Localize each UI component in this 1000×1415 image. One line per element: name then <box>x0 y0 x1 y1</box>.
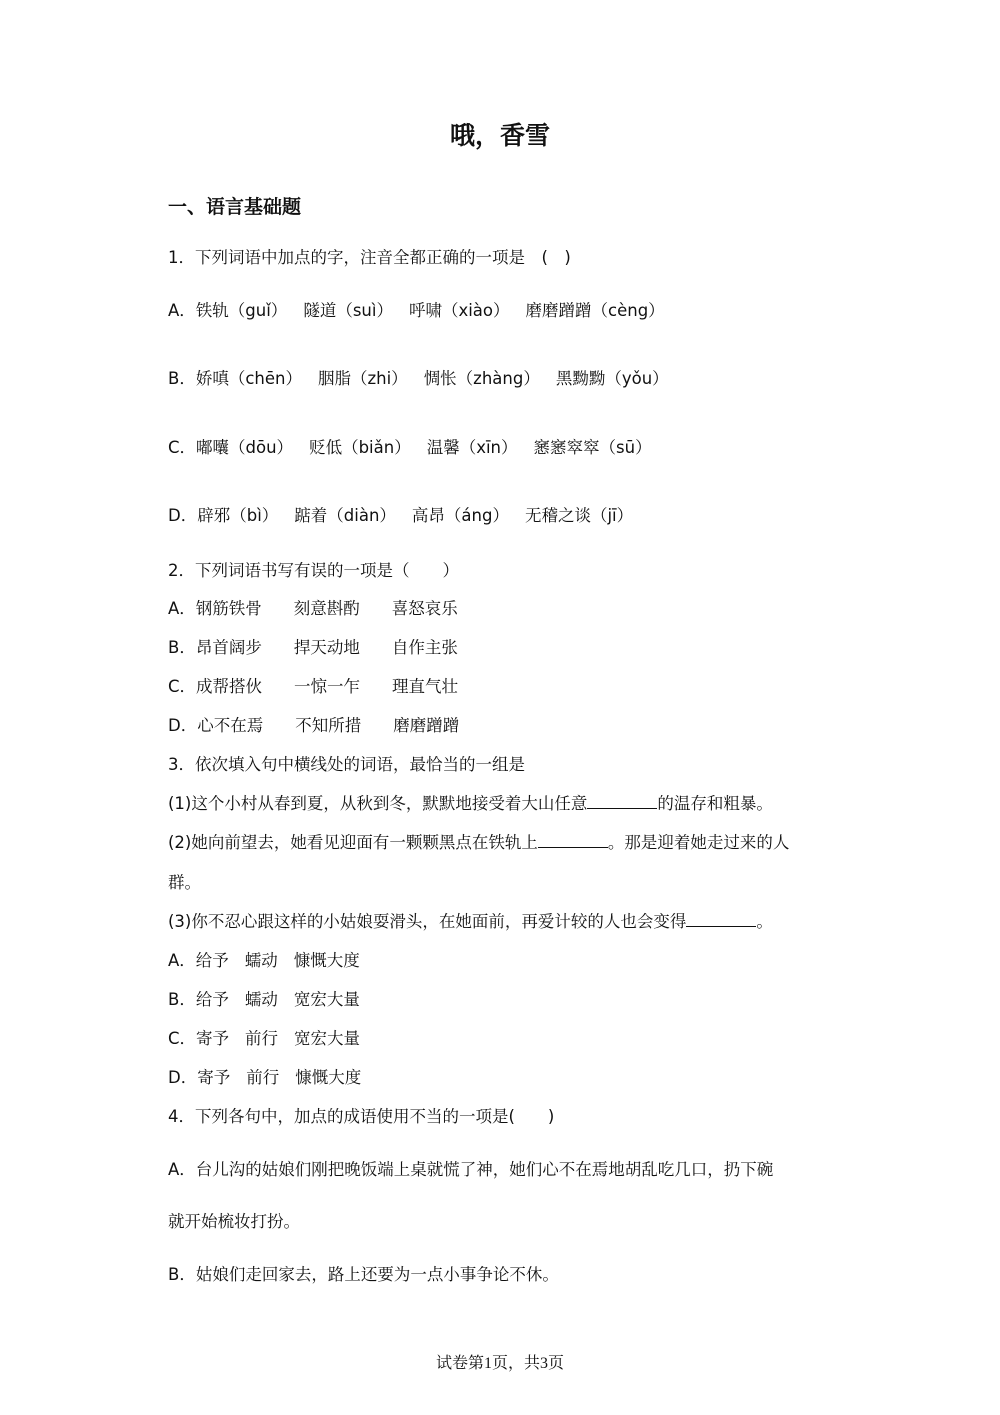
q3-sentence-3 <box>168 910 773 934</box>
q3-sentence-2 <box>168 831 789 855</box>
option-item: 慷慨大度 <box>293 951 360 970</box>
option-item: 慷慨大度 <box>295 1068 362 1087</box>
q2-option-b <box>168 636 458 660</box>
option-item: 钢筋铁骨 <box>195 599 262 618</box>
sentence-text: 。那是迎着她走过来的人 <box>607 833 790 852</box>
q4-option-a-line-1: A．台儿沟的姑娘们刚把晚饭端上桌就慌了神，她们心不在焉地胡乱吃几口，扔下碗 <box>168 1160 774 1179</box>
option-item: 隧道（suì） <box>303 301 393 320</box>
option-item: 窸窸窣窣（sū） <box>533 438 652 457</box>
option-item: 呼啸（xiào） <box>408 301 510 320</box>
fill-blank <box>587 792 657 809</box>
option-item: 辟邪（bì） <box>197 506 279 525</box>
q3-sentence-2-cont: 群。 <box>168 873 201 892</box>
option-item: 前行 <box>245 1029 279 1048</box>
option-item: 磨磨蹭蹭 <box>393 716 460 735</box>
option-item: 蠕动 <box>244 990 278 1009</box>
option-item: 捍天动地 <box>293 638 360 657</box>
option-label: A． <box>168 301 196 320</box>
sentence-text: (3)你不忍心跟这样的小姑娘耍滑头，在她面前，再爱计较的人也会变得 <box>168 912 687 931</box>
option-label: B． <box>168 638 196 657</box>
q3-sentence-1 <box>168 792 773 816</box>
q2-option-c <box>168 675 458 699</box>
option-item: 温馨（xīn） <box>426 438 518 457</box>
option-item: 铁轨（guǐ） <box>195 301 288 320</box>
option-label: D． <box>168 1068 198 1087</box>
option-item: 高昂（áng） <box>411 506 509 525</box>
q1-option-d <box>168 504 633 528</box>
option-item: 黑黝黝（yǒu） <box>555 369 669 388</box>
option-item: 无稽之谈（jī） <box>524 506 634 525</box>
option-item: 娇嗔（chēn） <box>195 369 302 388</box>
option-item: 寄予 <box>197 1068 231 1087</box>
q2-option-d <box>168 714 459 738</box>
option-label: C． <box>168 438 197 457</box>
q4-option-a-line-2: 就开始梳妆打扮。 <box>168 1212 300 1231</box>
option-item: 磨磨蹭蹭（cèng） <box>525 301 665 320</box>
option-label: C． <box>168 1029 197 1048</box>
option-item: 踮着（diàn） <box>294 506 396 525</box>
option-item: 给予 <box>195 951 229 970</box>
option-label: B． <box>168 369 196 388</box>
q3-option-b <box>168 988 360 1012</box>
option-item: 成帮搭伙 <box>196 677 263 696</box>
option-item: 寄予 <box>196 1029 230 1048</box>
q4-option-b: B．姑娘们走回家去，路上还要为一点小事争论不休。 <box>168 1265 559 1284</box>
q1-option-b <box>168 367 669 391</box>
option-item: 一惊一乍 <box>294 677 361 696</box>
q1-option-a <box>168 299 665 323</box>
option-item: 蠕动 <box>244 951 278 970</box>
question-2-stem: 2．下列词语书写有误的一项是（ ） <box>168 561 459 580</box>
q2-option-a <box>168 597 458 621</box>
q1-option-c <box>168 436 652 460</box>
option-item: 刻意斟酌 <box>293 599 360 618</box>
sentence-text: 。 <box>756 912 773 931</box>
option-item: 嘟囔（dōu） <box>196 438 294 457</box>
option-label: A． <box>168 599 196 618</box>
q3-option-a <box>168 949 360 973</box>
option-label: D． <box>168 506 198 525</box>
option-item: 宽宏大量 <box>293 990 360 1009</box>
option-item: 自作主张 <box>391 638 458 657</box>
option-item: 贬低（biǎn） <box>309 438 411 457</box>
option-item: 喜怒哀乐 <box>391 599 458 618</box>
sentence-text: (1)这个小村从春到夏，从秋到冬，默默地接受着大山任意 <box>168 794 588 813</box>
section-heading: 一、语言基础题 <box>168 196 302 218</box>
sentence-text: 的温存和粗暴。 <box>657 794 773 813</box>
page-footer: 试卷第1页，共3页 <box>435 1355 564 1372</box>
option-item: 惆怅（zhàng） <box>423 369 540 388</box>
option-item: 给予 <box>195 990 229 1009</box>
question-4-stem: 4．下列各句中，加点的成语使用不当的一项是( ) <box>168 1107 555 1126</box>
option-label: D． <box>168 716 198 735</box>
option-item: 胭脂（zhi） <box>317 369 408 388</box>
question-3-stem: 3．依次填入句中横线处的词语，最恰当的一组是 <box>168 755 525 774</box>
option-item: 心不在焉 <box>197 716 264 735</box>
option-item: 理直气壮 <box>392 677 459 696</box>
page-title: 哦，香雪 <box>449 121 550 150</box>
option-label: A． <box>168 951 196 970</box>
option-label: C． <box>168 677 197 696</box>
sentence-text: (2)她向前望去，她看见迎面有一颗颗黑点在铁轨上 <box>168 833 538 852</box>
option-item: 昂首阔步 <box>195 638 262 657</box>
option-item: 前行 <box>246 1068 280 1087</box>
option-item: 不知所措 <box>295 716 362 735</box>
option-label: B． <box>168 990 196 1009</box>
q3-option-c <box>168 1027 360 1051</box>
fill-blank <box>686 910 756 927</box>
q3-option-d <box>168 1066 361 1090</box>
question-1-stem: 1．下列词语中加点的字，注音全都正确的一项是 ( ) <box>168 248 571 267</box>
option-item: 宽宏大量 <box>294 1029 361 1048</box>
fill-blank <box>538 831 608 848</box>
